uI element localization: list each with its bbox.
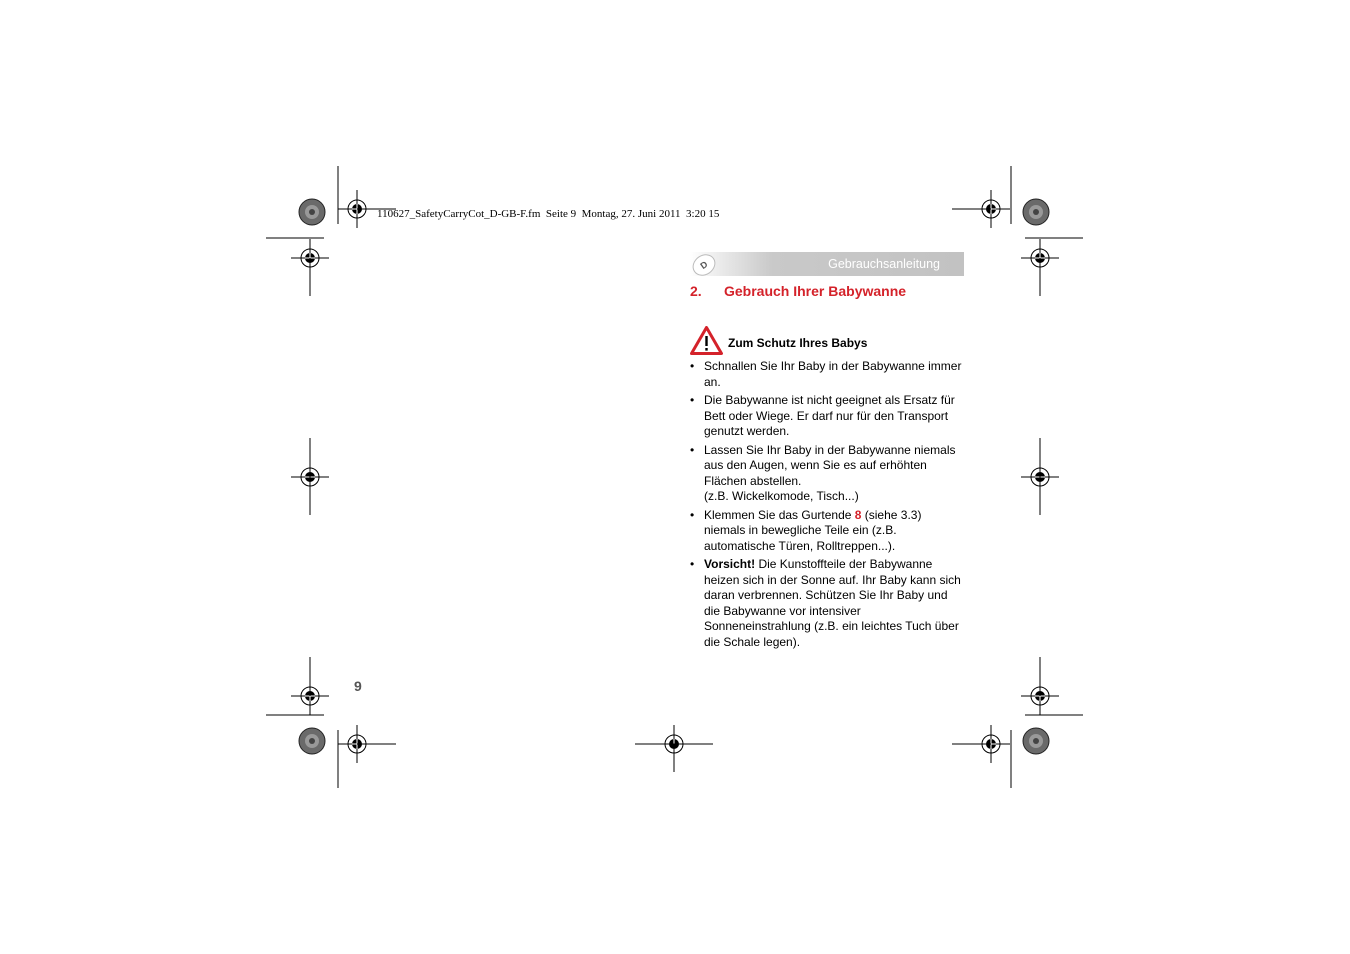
warning-title: Zum Schutz Ihres Babys: [728, 336, 868, 350]
section-label: Gebrauchsanleitung: [828, 257, 940, 271]
language-badge: D: [688, 250, 719, 280]
section-heading: [690, 283, 906, 299]
color-target-mark: [1023, 199, 1049, 225]
list-item: • Lassen Sie Ihr Baby in der Babywanne niemals aus den Augen, wenn Sie es auf erhöhten Flächen abstellen. (z.B. Wickelkomode, Tisch...): [690, 443, 965, 505]
color-target-mark: [1023, 728, 1049, 754]
list-item: • Schnallen Sie Ihr Baby in der Babywanne immer an.: [690, 359, 965, 390]
file-header: 110627_SafetyCarryCot_D-GB-F.fm Seite 9 Montag, 27. Juni 2011 3:20 15: [377, 208, 720, 220]
list-item: • Vorsicht! Die Kunstoffteile der Babywanne heizen sich in der Sonne auf. Ihr Baby kann sich daran verbrennen. Schützen Sie Ihr Baby und die Babywanne vor intensiver Sonneneinstrahlung (z.B. ein leichtes Tuch über die Schale legen).: [690, 557, 965, 650]
color-target-mark: [299, 728, 325, 754]
part-reference: 8: [854, 507, 862, 522]
section-title: Gebrauch Ihrer Babywanne: [724, 283, 907, 299]
page-number: 9: [354, 678, 362, 694]
warning-triangle-icon: [690, 326, 723, 355]
safety-list: [690, 359, 965, 653]
color-target-mark: [299, 199, 325, 225]
section-number: 2.: [690, 283, 702, 299]
caution-label: Vorsicht!: [704, 557, 756, 571]
section-bar: [690, 252, 964, 276]
list-item: • Die Babywanne ist nicht geeignet als Ersatz für Bett oder Wiege. Er darf nur für den Transport genutzt werden.: [690, 393, 965, 440]
list-item: • Klemmen Sie das Gurtende 8 (siehe 3.3) niemals in bewegliche Teile ein (z.B. automatische Türen, Rolltreppen...).: [690, 508, 965, 555]
